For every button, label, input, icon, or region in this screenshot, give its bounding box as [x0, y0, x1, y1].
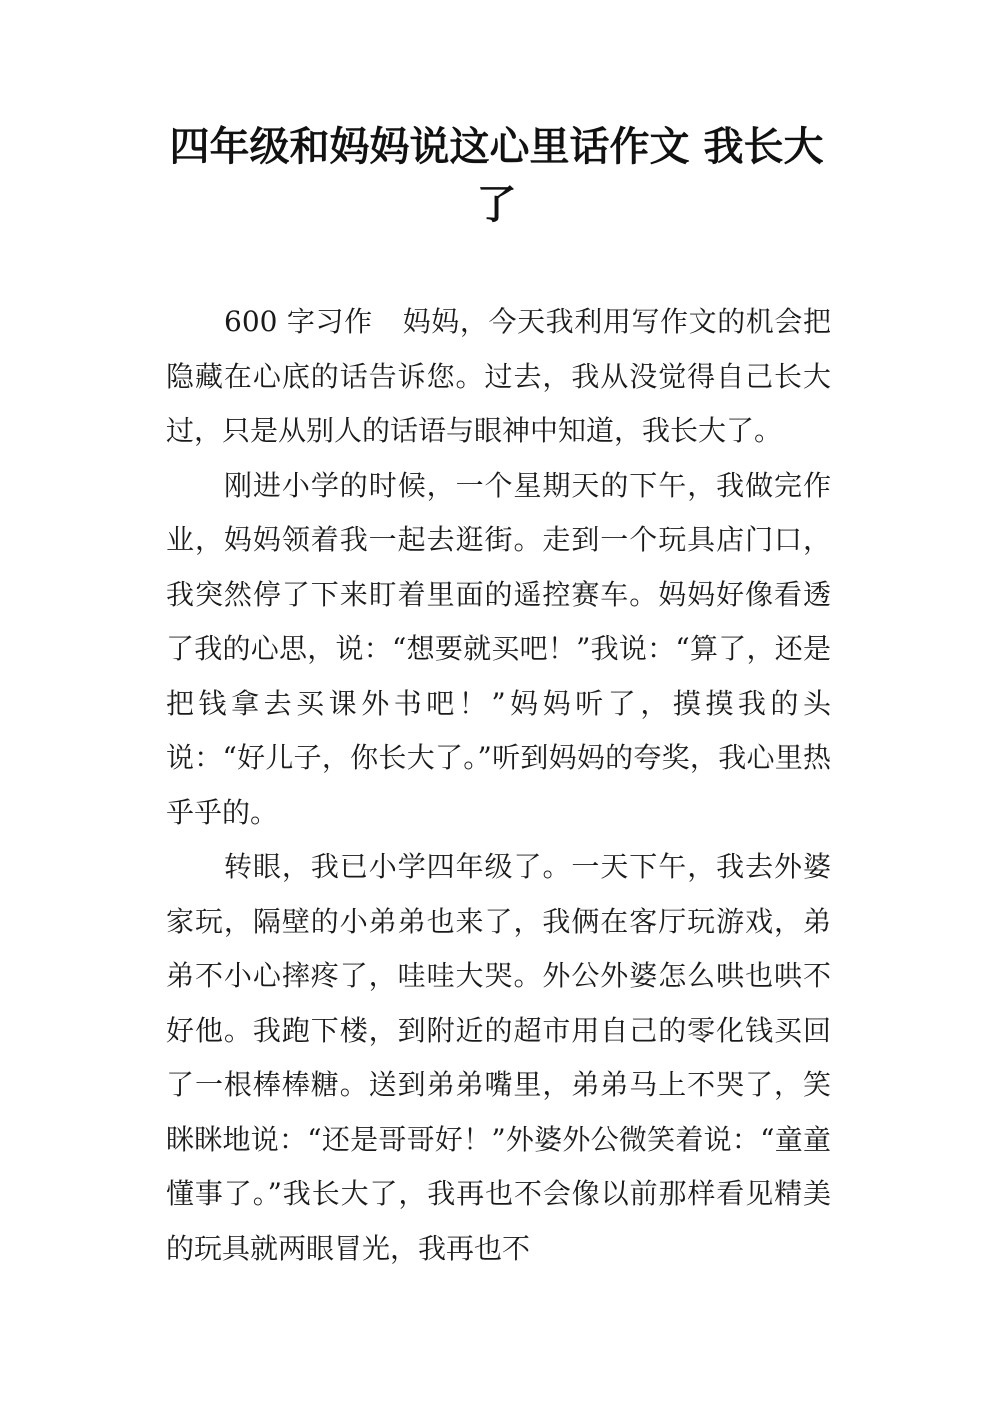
document-body: [166, 295, 831, 1276]
paragraph-1-text: 妈妈，今天我利用写作文的机会把隐藏在心底的话告诉您。过去，我从没觉得自己长大过，只是从别人的话语与眼神中知道，我长大了。: [166, 305, 831, 447]
paragraph-3: 转眼，我已小学四年级了。一天下午，我去外婆家玩，隔壁的小弟弟也来了，我俩在客厅玩游戏，弟弟不小心摔疼了，哇哇大哭。外公外婆怎么哄也哄不好他。我跑下楼，到附近的超市用自己的零化钱买回了一根棒棒糖。送到弟弟嘴里，弟弟马上不哭了，笑眯眯地说：“还是哥哥好！”外婆外公微笑着说：“童童懂事了。”我长大了，我再也不会像以前那样看见精美的玩具就两眼冒光，我再也不: [166, 850, 831, 1265]
paragraph-2: 刚进小学的时候，一个星期天的下午，我做完作业，妈妈领着我一起去逛街。走到一个玩具店门口，我突然停了下来盯着里面的遥控赛车。妈妈好像看透了我的心思，说：“想要就买吧！”我说：“算了，还是把钱拿去买课外书吧！”妈妈听了，摸摸我的头说：“好儿子，你长大了。”听到妈妈的夸奖，我心里热乎乎的。: [166, 468, 831, 829]
intro-label: 600 字习作: [224, 305, 373, 338]
document-title: 四年级和妈妈说这心里话作文 我长大了: [169, 124, 824, 228]
paragraph-1: [166, 295, 831, 459]
